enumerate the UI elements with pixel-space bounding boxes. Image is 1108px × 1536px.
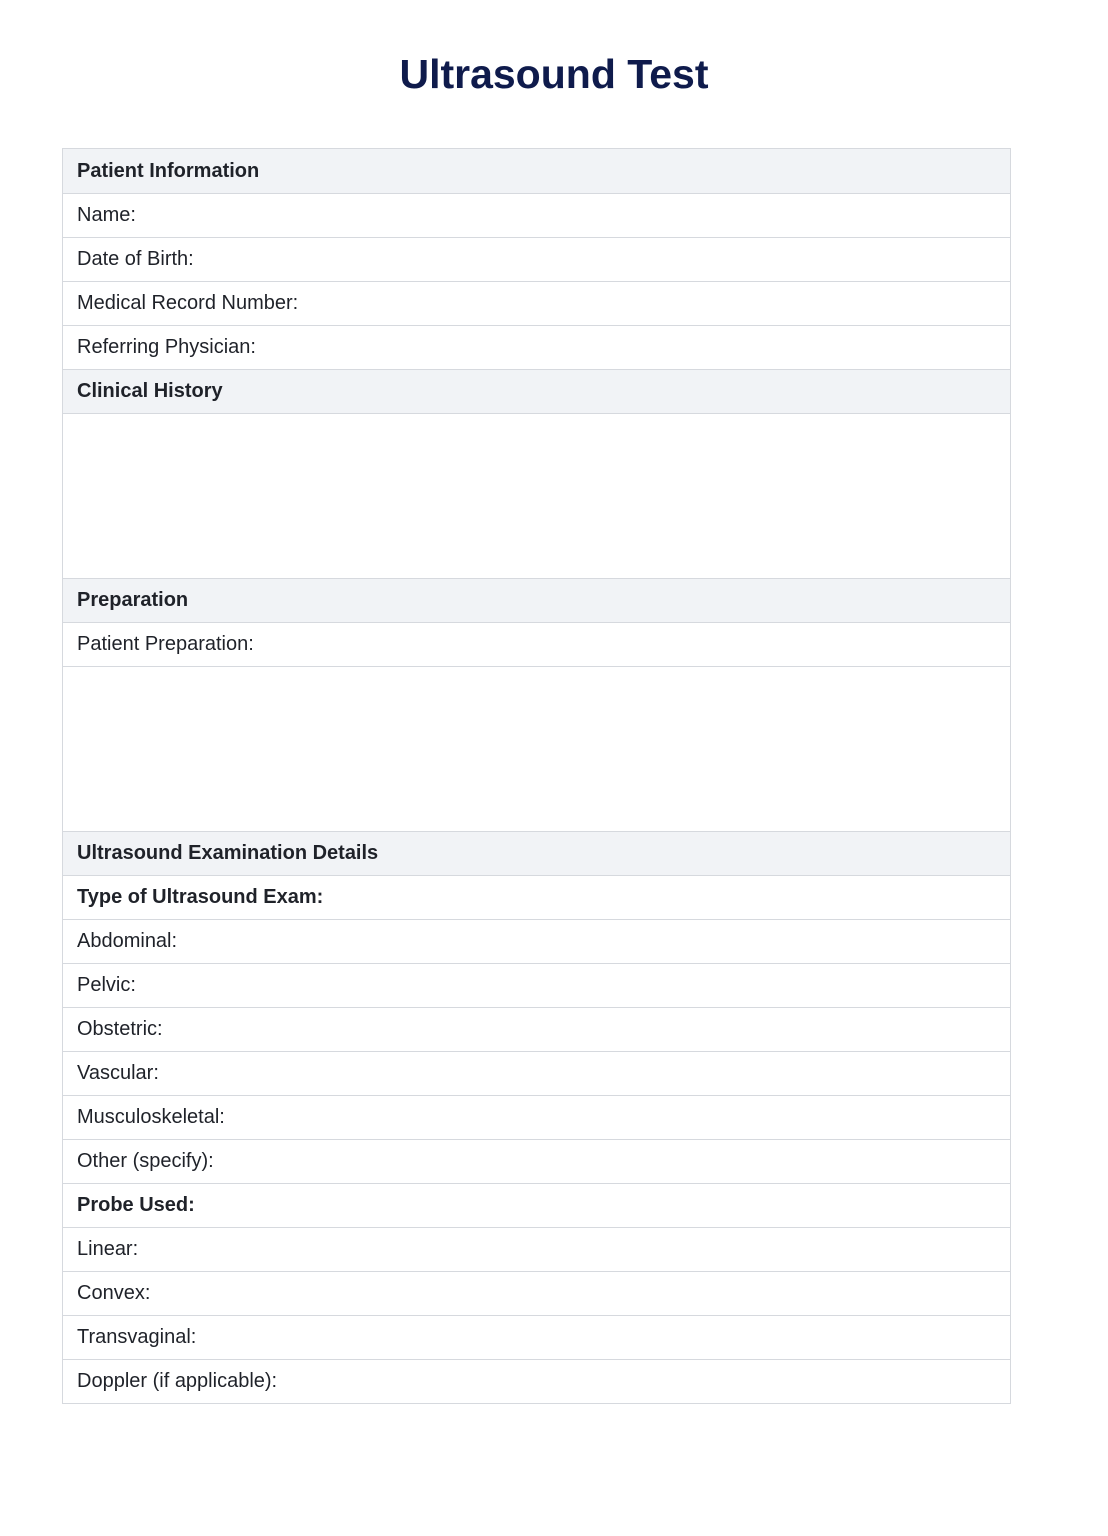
- section-header-clinical-history: Clinical History: [63, 369, 1010, 413]
- ultrasound-form: [62, 148, 1011, 1404]
- pelvic-field[interactable]: Pelvic:: [63, 963, 1010, 1007]
- date-of-birth-field[interactable]: Date of Birth:: [63, 237, 1010, 281]
- doppler-probe-field[interactable]: Doppler (if applicable):: [63, 1359, 1010, 1403]
- clinical-history-textarea[interactable]: [63, 413, 1010, 578]
- section-header-patient-information: Patient Information: [63, 149, 1010, 193]
- convex-probe-field[interactable]: Convex:: [63, 1271, 1010, 1315]
- other-specify-field[interactable]: Other (specify):: [63, 1139, 1010, 1183]
- section-header-preparation: Preparation: [63, 578, 1010, 622]
- abdominal-field[interactable]: Abdominal:: [63, 919, 1010, 963]
- page-title: Ultrasound Test: [399, 51, 709, 97]
- patient-preparation-textarea[interactable]: [63, 666, 1010, 831]
- vascular-field[interactable]: Vascular:: [63, 1051, 1010, 1095]
- obstetric-field[interactable]: Obstetric:: [63, 1007, 1010, 1051]
- exam-type-label: Type of Ultrasound Exam:: [63, 875, 1010, 919]
- probe-used-label: Probe Used:: [63, 1183, 1010, 1227]
- name-field[interactable]: Name:: [63, 193, 1010, 237]
- section-header-exam-details: Ultrasound Examination Details: [63, 831, 1010, 875]
- medical-record-number-field[interactable]: Medical Record Number:: [63, 281, 1010, 325]
- linear-probe-field[interactable]: Linear:: [63, 1227, 1010, 1271]
- referring-physician-field[interactable]: Referring Physician:: [63, 325, 1010, 369]
- transvaginal-probe-field[interactable]: Transvaginal:: [63, 1315, 1010, 1359]
- musculoskeletal-field[interactable]: Musculoskeletal:: [63, 1095, 1010, 1139]
- patient-preparation-field[interactable]: Patient Preparation:: [63, 622, 1010, 666]
